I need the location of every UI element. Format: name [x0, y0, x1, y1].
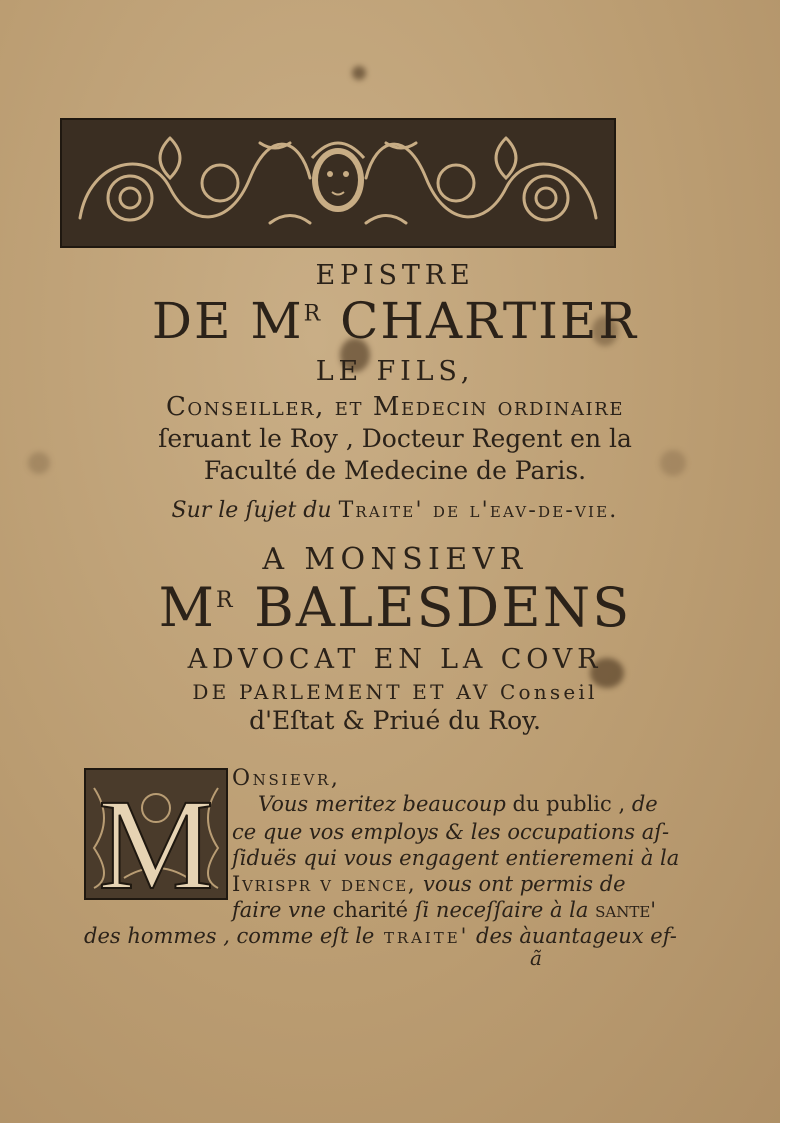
body-line-6b: charité	[325, 898, 415, 922]
author-faculty-line: Faculté de Medecine de Paris.	[203, 456, 587, 485]
body-line-4: ſiduës qui vous engagent entieremeni à la	[232, 846, 680, 870]
subject-italic: Sur le ſujet du	[171, 498, 332, 523]
dedicatee-name: BALESDENS	[234, 576, 632, 639]
body-line-7c: des àuantageux ef-	[469, 924, 677, 948]
dedication-name	[0, 576, 790, 639]
title-epistre: EPISTRE	[315, 260, 475, 291]
dedication-a-monsieur: A MONSIEVR	[262, 542, 528, 577]
dropcap-letter: M	[98, 773, 214, 900]
body-line-2b: du public ,	[505, 792, 626, 816]
dedication-estat: d'Eſtat & Priué du Roy.	[249, 706, 541, 735]
page-edge	[780, 0, 790, 1123]
body-line-7b: traite'	[374, 924, 470, 948]
body-line-3: ce que vos employs & les occupations aſ-	[232, 820, 670, 844]
catchword: ã	[530, 946, 542, 970]
author-name: CHARTIER	[322, 292, 639, 350]
title-author	[0, 292, 790, 350]
body-salutation: Onsievr,	[232, 766, 341, 791]
body-line-6a: faire vne	[232, 898, 326, 922]
body-line-2a: Vous meritez beaucoup	[258, 792, 506, 816]
dedication-parlement: DE PARLEMENT ET AV Conseil	[192, 680, 598, 704]
author-prefix: DE M	[151, 292, 304, 350]
body-line-7a: des hommes , comme eſt le	[84, 924, 375, 948]
dedicatee-prefix: M	[158, 576, 217, 639]
stain-spot	[352, 66, 366, 80]
body-line-5	[232, 872, 626, 896]
body-line-2	[258, 792, 658, 816]
author-role-line: ſeruant le Roy , Docteur Regent en la	[158, 424, 632, 453]
body-line-6c: ſi neceſſaire à la	[414, 898, 589, 922]
body-line-5a: Ivrispr v dence,	[232, 872, 417, 896]
body-line-2c: de	[625, 792, 658, 816]
body-line-6d: sante'	[588, 898, 657, 922]
subject-line	[0, 498, 790, 523]
subject-caps: Traite' de l'eav-de-vie.	[338, 498, 619, 523]
author-title-line: Conseiller, et Medecin ordinaire	[165, 392, 625, 422]
title-le-fils: LE FILS,	[315, 356, 475, 387]
body-line-6	[232, 898, 656, 922]
body-line-5b: vous ont permis de	[416, 872, 626, 896]
dedication-advocat: ADVOCAT EN LA COVR	[187, 644, 603, 675]
ornamental-headpiece	[60, 118, 616, 248]
dedicatee-sup: R	[216, 588, 235, 613]
dropcap-ornament	[84, 768, 228, 900]
author-sup: R	[303, 301, 323, 327]
body-line-7	[84, 924, 677, 948]
